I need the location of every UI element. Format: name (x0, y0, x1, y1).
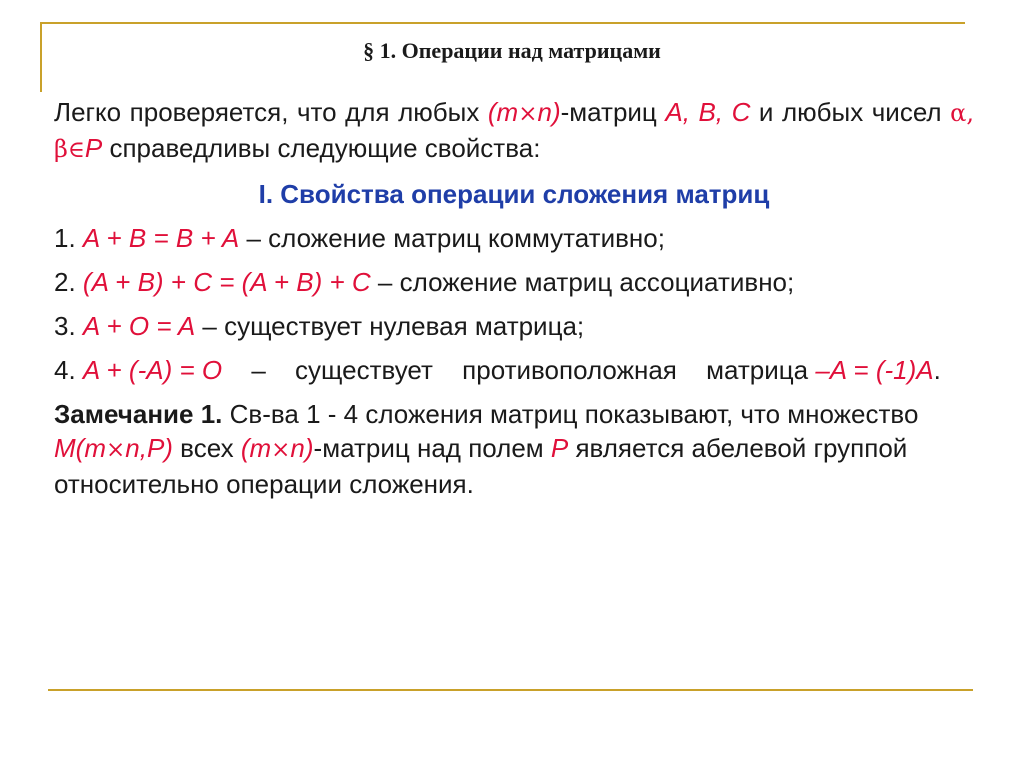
property-4 (54, 353, 974, 387)
remark-text-3: -матриц над полем (313, 433, 551, 463)
remark-mn-open: (m (240, 433, 272, 463)
property-4-formula-2: –A = (-1)A (808, 355, 934, 385)
property-2 (54, 265, 974, 299)
property-1-number: 1. (54, 223, 83, 253)
property-1-text: – сложение матриц коммутативно; (239, 223, 665, 253)
intro-text-2: -матриц (560, 97, 666, 127)
property-4-end: . (933, 355, 941, 385)
intro-text-1: Легко проверяется, что для любых (54, 97, 488, 127)
property-4-formula: A + (-A) = O (82, 355, 223, 385)
remark-mn-close: n) (290, 433, 314, 463)
remark-text-4: является абелевой группой относительно операции сложения. (54, 433, 908, 499)
intro-paragraph (54, 95, 974, 167)
intro-text-4: справедливы следующие свойства: (102, 133, 541, 163)
remark-text-1: Св-ва 1 - 4 сложения матриц показывают, что множество (222, 399, 919, 429)
property-3-number: 3. (54, 311, 83, 341)
beta-symbol: β (54, 135, 68, 163)
field-p: P (84, 133, 103, 163)
property-3-formula: A + O = A (82, 311, 196, 341)
remark-paragraph (54, 397, 974, 501)
property-3-text: – существует нулевая матрица; (195, 311, 585, 341)
property-3 (54, 309, 974, 343)
property-1-formula: A + B = B + A (82, 223, 240, 253)
property-1 (54, 221, 974, 255)
frame-bottom-line (48, 689, 973, 691)
alpha-symbol: α, (950, 99, 974, 127)
intro-matrices: A, B, C (665, 97, 751, 127)
property-4-text: – существует противоположная матрица (222, 355, 809, 385)
slide-content (54, 95, 974, 511)
intro-mn-close: n) (537, 97, 561, 127)
property-4-number: 4. (54, 355, 83, 385)
remark-text-2: всех (172, 433, 241, 463)
times-symbol: × (518, 101, 538, 127)
remark-field-p: P (550, 433, 569, 463)
times-symbol: × (105, 437, 126, 463)
remark-set-close: n,P) (125, 433, 173, 463)
frame-top-line (40, 22, 965, 24)
remark-label: Замечание 1. (54, 399, 223, 429)
intro-mn-open: (m (487, 97, 519, 127)
slide-title: § 1. Операции над матрицами (363, 38, 661, 63)
property-2-formula: (A + B) + C = (A + B) + C (82, 267, 371, 297)
section-heading: I. Свойства операции сложения матриц (258, 179, 770, 209)
element-of-symbol: ∈ (67, 137, 85, 163)
intro-text-3: и любых чисел (750, 97, 951, 127)
property-2-text: – сложение матриц ассоциативно; (370, 267, 795, 297)
times-symbol: × (271, 437, 291, 463)
property-2-number: 2. (54, 267, 83, 297)
remark-set-open: M(m (54, 433, 106, 463)
